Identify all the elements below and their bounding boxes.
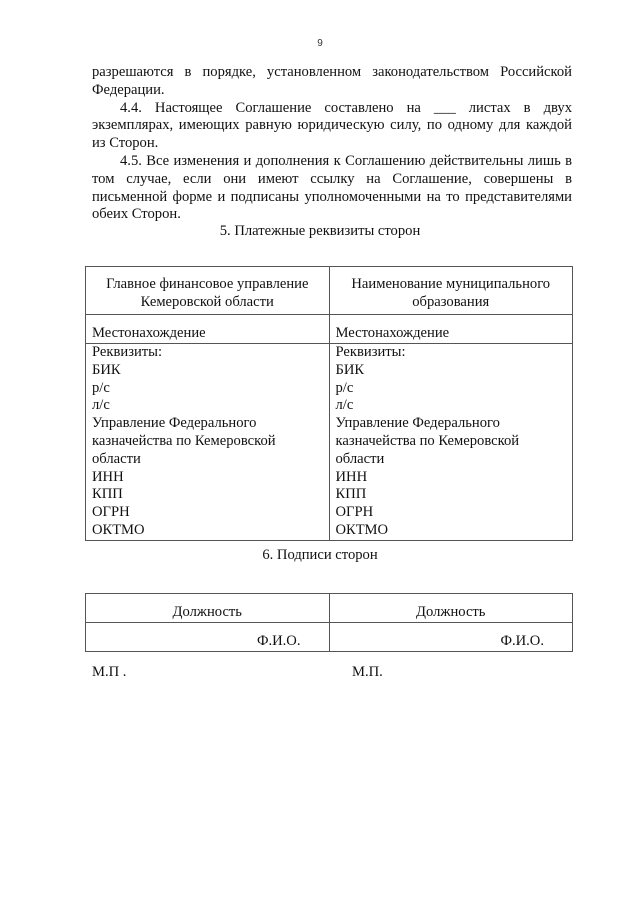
bik-label: БИК xyxy=(335,361,365,378)
payment-details-table xyxy=(85,266,573,541)
inn-label: ИНН xyxy=(92,468,124,485)
kpp-label: КПП xyxy=(335,486,367,503)
left-details xyxy=(86,344,330,541)
paragraph-4-5: 4.5. Все изменения и дополнения к Соглашению действительны лишь в том случае, если они имеют ссылку на Соглашение, совершены в письменной форме и подписаны уполномоченными на то представителями обеих Сторон. xyxy=(92,152,572,223)
document-body xyxy=(92,64,572,224)
oktmo-label: ОКТМО xyxy=(92,521,145,538)
right-name: Ф.И.О. xyxy=(329,623,573,652)
left-name: Ф.И.О. xyxy=(86,623,330,652)
details-label: Реквизиты: xyxy=(335,344,406,360)
personal-account-label: л/с xyxy=(335,397,354,414)
right-location: Местонахождение xyxy=(329,315,573,344)
left-stamp-label: М.П . xyxy=(92,664,127,680)
right-position: Должность xyxy=(329,594,573,623)
kpp-label: КПП xyxy=(92,486,123,503)
bik-label: БИК xyxy=(92,361,121,378)
account-label: р/с xyxy=(92,379,110,396)
treasury-label: Управление Федерального казначейства по Кемеровской области xyxy=(335,415,520,467)
paragraph-continuation: разрешаются в порядке, установленном законодательством Российской Федерации. xyxy=(92,64,572,98)
inn-label: ИНН xyxy=(335,468,368,485)
right-stamp-label: М.П. xyxy=(352,664,383,680)
treasury-label: Управление Федерального казначейства по Кемеровской области xyxy=(92,415,276,467)
personal-account-label: л/с xyxy=(92,397,110,414)
right-party-header: Наименование муниципального образования xyxy=(329,267,573,315)
signatures-table xyxy=(85,593,573,652)
ogrn-label: ОГРН xyxy=(335,504,374,521)
paragraph-4-4: 4.4. Настоящее Соглашение составлено на ___ листах в двух экземплярах, имеющих равную юридическую силу, по одному для каждой из Сторон. xyxy=(92,99,572,152)
details-label: Реквизиты: xyxy=(92,344,163,360)
left-location: Местонахождение xyxy=(86,315,330,344)
right-details xyxy=(329,344,573,541)
ogrn-label: ОГРН xyxy=(92,504,130,521)
section-5-title: 5. Платежные реквизиты сторон xyxy=(219,223,421,239)
left-position: Должность xyxy=(86,594,330,623)
section-6-title: 6. Подписи сторон xyxy=(262,547,378,563)
account-label: р/с xyxy=(335,379,354,396)
left-party-header: Главное финансовое управление Кемеровской области xyxy=(86,267,330,315)
page-number: 9 xyxy=(317,38,323,49)
oktmo-label: ОКТМО xyxy=(335,521,389,538)
